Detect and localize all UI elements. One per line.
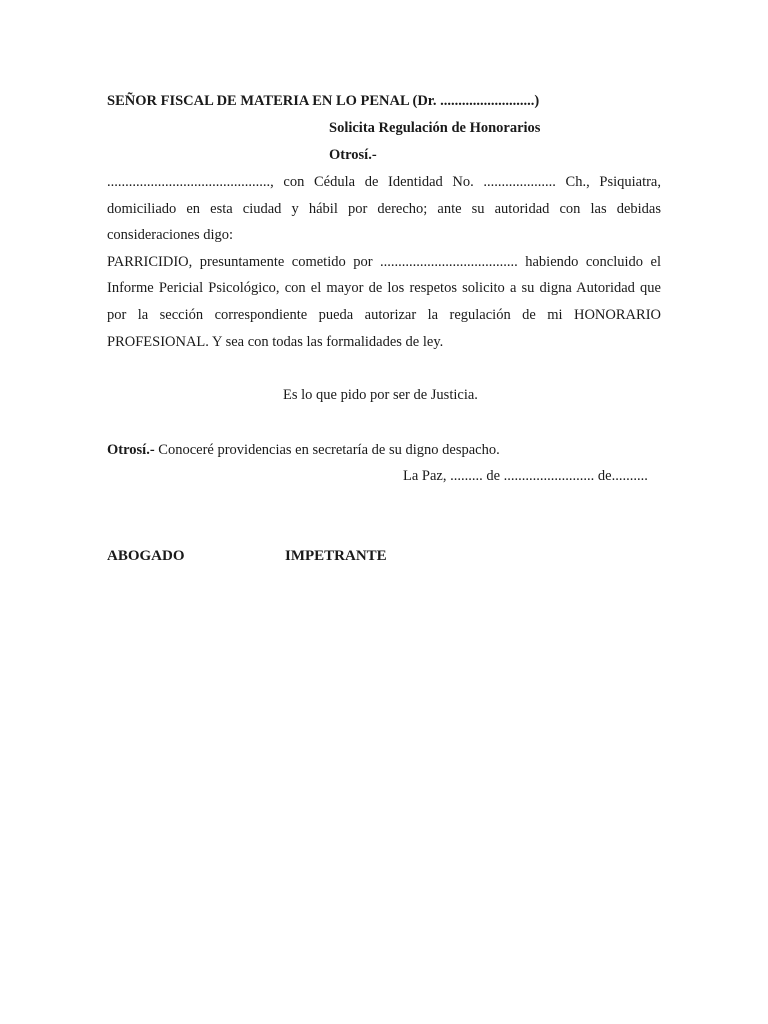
place-date-line: La Paz, ......... de ......................... de..........	[403, 468, 648, 484]
otrosi-heading: Otrosí.-	[329, 147, 377, 163]
otrosi-note	[107, 441, 500, 459]
signature-abogado: ABOGADO	[107, 548, 185, 564]
paragraph1-line-1: ............................................., con Cédula de Identidad No. .................... Ch., Psiquiatra,	[107, 174, 661, 190]
paragraph2-line-2: Informe Pericial Psicológico, con el mayor de los respetos solicito a su digna Autoridad que	[107, 280, 661, 296]
otrosi-note-label: Otrosí.-	[107, 442, 155, 458]
signature-impetrante: IMPETRANTE	[285, 548, 387, 564]
paragraph2-line-1: PARRICIDIO, presuntamente cometido por ...................................... habiendo concluido el	[107, 254, 661, 270]
paragraph1-line-2: domiciliado en esta ciudad y hábil por derecho; ante su autoridad con las debidas	[107, 201, 661, 217]
subject-line: Solicita Regulación de Honorarios	[329, 120, 541, 136]
addressee-heading: SEÑOR FISCAL DE MATERIA EN LO PENAL (Dr. ..........................)	[107, 93, 540, 109]
closing-statement: Es lo que pido por ser de Justicia.	[283, 387, 478, 403]
paragraph2-line-4: PROFESIONAL. Y sea con todas las formalidades de ley.	[107, 334, 444, 350]
otrosi-note-text: Conoceré providencias en secretaría de su digno despacho.	[154, 442, 500, 458]
paragraph1-line-3: consideraciones digo:	[107, 227, 234, 243]
paragraph2-line-3: por la sección correspondiente pueda autorizar la regulación de mi HONORARIO	[107, 307, 661, 323]
